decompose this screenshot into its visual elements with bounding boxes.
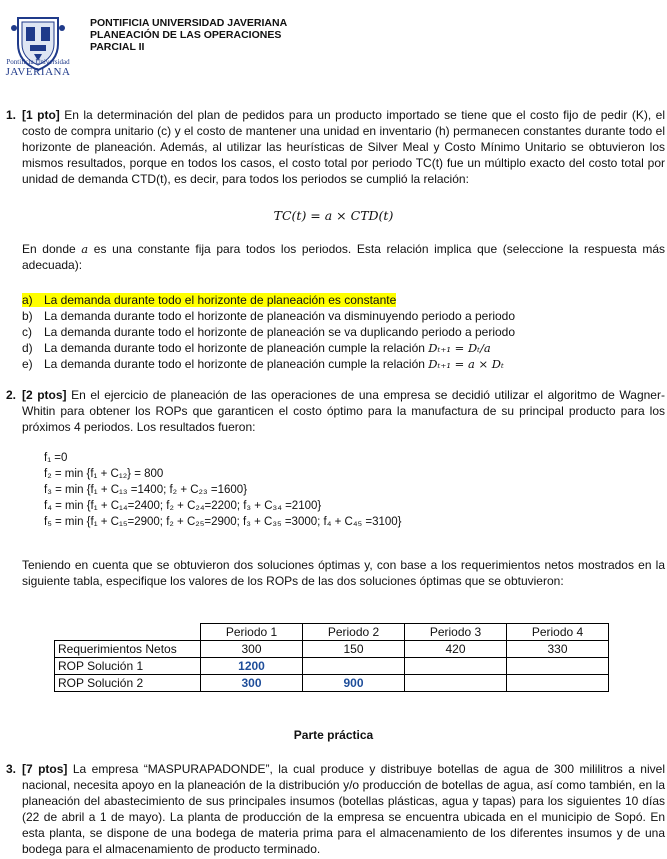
logo-small-text: Pontificia Universidad bbox=[6, 58, 70, 66]
followup-post: es una constante fija para todos los periodos. Esta relación implica que (seleccione la respuesta más adecuada): bbox=[22, 242, 665, 272]
answer-cell[interactable]: 900 bbox=[303, 675, 405, 692]
course-name: PLANEACIÓN DE LAS OPERACIONES bbox=[90, 29, 282, 41]
logo-caption bbox=[0, 58, 76, 78]
header-text bbox=[90, 17, 287, 53]
question-2-number: 2. bbox=[6, 388, 17, 402]
table-cell: 330 bbox=[507, 641, 609, 658]
question-2-text bbox=[22, 387, 665, 435]
table-cell: 300 bbox=[201, 641, 303, 658]
section-title: Parte práctica bbox=[293, 728, 374, 742]
option-text: La demanda durante todo el horizonte de planeación va disminuyendo periodo a periodo bbox=[44, 309, 516, 323]
question-2-followup: Teniendo en cuenta que se obtuvieron dos soluciones óptimas y, con base a los requerimientos netos mostrados en la siguiente tabla, especifique los valores de los ROPs de las dos soluciones óptimas que se obtuvieron: bbox=[22, 558, 665, 588]
row-label: ROP Solución 2 bbox=[55, 675, 201, 692]
table-row bbox=[55, 641, 609, 658]
option-letter: e) bbox=[22, 357, 33, 371]
table-header-row bbox=[55, 624, 609, 641]
option-math: Dₜ₊₁ = Dₜ/a bbox=[428, 341, 491, 355]
question-2-body: En el ejercicio de planeación de las operaciones de una empresa se decidió utilizar el algoritmo de Wagner-Whitin para obtener los ROPs que garanticen el costo óptimo para la manufactura de su principal producto para los próximos 4 periodos. Los resultados fueron: bbox=[22, 388, 665, 434]
option-b[interactable] bbox=[22, 308, 515, 324]
question-1-formula: TC(t) = a × CTD(t) bbox=[273, 208, 394, 223]
option-math: Dₜ₊₁ = a × Dₜ bbox=[428, 357, 504, 371]
wagner-whitin-line: f₂ = min {f₁ + C₁₂} = 800 bbox=[44, 468, 164, 480]
option-text: La demanda durante todo el horizonte de planeación se va duplicando periodo a periodo bbox=[44, 325, 516, 339]
wagner-whitin-line: f₁ =0 bbox=[44, 452, 68, 464]
answer-cell[interactable] bbox=[507, 658, 609, 675]
question-3-points: [7 ptos] bbox=[22, 762, 68, 776]
table-header-cell: Periodo 4 bbox=[507, 624, 609, 641]
option-e[interactable] bbox=[22, 356, 504, 372]
option-d[interactable] bbox=[22, 340, 491, 356]
university-name: PONTIFICIA UNIVERSIDAD JAVERIANA bbox=[90, 17, 288, 29]
table-cell: 150 bbox=[303, 641, 405, 658]
page-header bbox=[0, 0, 667, 100]
answer-cell[interactable]: 300 bbox=[201, 675, 303, 692]
followup-var: a bbox=[81, 242, 89, 256]
question-1-text bbox=[22, 107, 665, 187]
option-letter: d) bbox=[22, 341, 33, 355]
question-3-number: 3. bbox=[6, 762, 17, 776]
followup-pre: En donde bbox=[22, 242, 82, 256]
option-text: La demanda durante todo el horizonte de planeación cumple la relación bbox=[44, 341, 429, 355]
option-letter: b) bbox=[22, 309, 33, 323]
row-label: ROP Solución 1 bbox=[55, 658, 201, 675]
option-text: La demanda durante todo el horizonte de planeación es constante bbox=[44, 293, 397, 307]
answer-cell[interactable]: 1200 bbox=[201, 658, 303, 675]
question-1-number: 1. bbox=[6, 108, 17, 122]
question-3-body: La empresa “MASPURAPADONDE”, la cual produce y distribuye botellas de agua de 300 mililitros a nivel nacional, necesita apoyo en la planeación de la distribución y/o producción de botellas de agua, así como también, en la planeación del abastecimiento de sus principales insumos (botellas plásticas, agua y tapas) para los siguientes 10 días (22 de abril a 1 de mayo). La planta de producción de la empresa se encuentra ubicada en el municipio de Sopó. En esta planta, se dispone de una bodega de materia prima para el almacenamiento de los diferentes insumos y de una bodega para el almacenamiento de producto terminado. bbox=[22, 762, 665, 856]
answer-cell[interactable] bbox=[405, 675, 507, 692]
question-3-text bbox=[22, 761, 665, 857]
logo-big-text: JAVERIANA bbox=[5, 66, 71, 78]
exam-name: PARCIAL II bbox=[90, 41, 145, 53]
wagner-whitin-line: f₅ = min {f₁ + C₁₅=2900; f₂ + C₂₅=2900; f₃ + C₃₅ =3000; f₄ + C₄₅ =3100} bbox=[44, 516, 402, 528]
wagner-whitin-line: f₄ = min {f₁ + C₁₄=2400; f₂ + C₂₄=2200; f₃ + C₃₄ =2100} bbox=[44, 500, 322, 512]
table-header-cell: Periodo 1 bbox=[201, 624, 303, 641]
table-cell: 420 bbox=[405, 641, 507, 658]
option-letter: a) bbox=[22, 293, 33, 307]
question-1-body: En la determinación del plan de pedidos para un producto importado se tiene que el costo fijo de pedir (K), el costo de compra unitario (c) y el costo de mantener una unidad en inventario (h) permanecen constantes durante todo el horizonte de planeación. Además, al utilizar las heurísticas de Silver Meal y Costo Mínimo Unitario se obtuvieron los mismos resultados, porque en todos los casos, el costo total por periodo TC(t) fue un múltiplo exacto del costo total por unidad de demanda CTD(t), es decir, para todos los periodos se cumplió la relación: bbox=[22, 108, 665, 186]
option-text: La demanda durante todo el horizonte de planeación cumple la relación bbox=[44, 357, 429, 371]
table-header-cell: Periodo 2 bbox=[303, 624, 405, 641]
answer-cell[interactable] bbox=[303, 658, 405, 675]
option-a[interactable] bbox=[22, 292, 396, 308]
rop-table bbox=[54, 623, 609, 692]
option-letter: c) bbox=[22, 325, 32, 339]
answer-cell[interactable] bbox=[405, 658, 507, 675]
question-1-points: [1 pto] bbox=[22, 108, 60, 122]
table-row bbox=[55, 658, 609, 675]
option-c[interactable] bbox=[22, 324, 515, 340]
table-header-cell: Periodo 3 bbox=[405, 624, 507, 641]
question-2-points: [2 ptos] bbox=[22, 388, 67, 402]
table-row bbox=[55, 675, 609, 692]
table-corner-cell bbox=[55, 624, 201, 641]
row-label: Requerimientos Netos bbox=[55, 641, 201, 658]
question-1-followup bbox=[22, 241, 665, 273]
wagner-whitin-line: f₃ = min {f₁ + C₁₃ =1400; f₂ + C₂₃ =1600} bbox=[44, 484, 248, 496]
answer-cell[interactable] bbox=[507, 675, 609, 692]
